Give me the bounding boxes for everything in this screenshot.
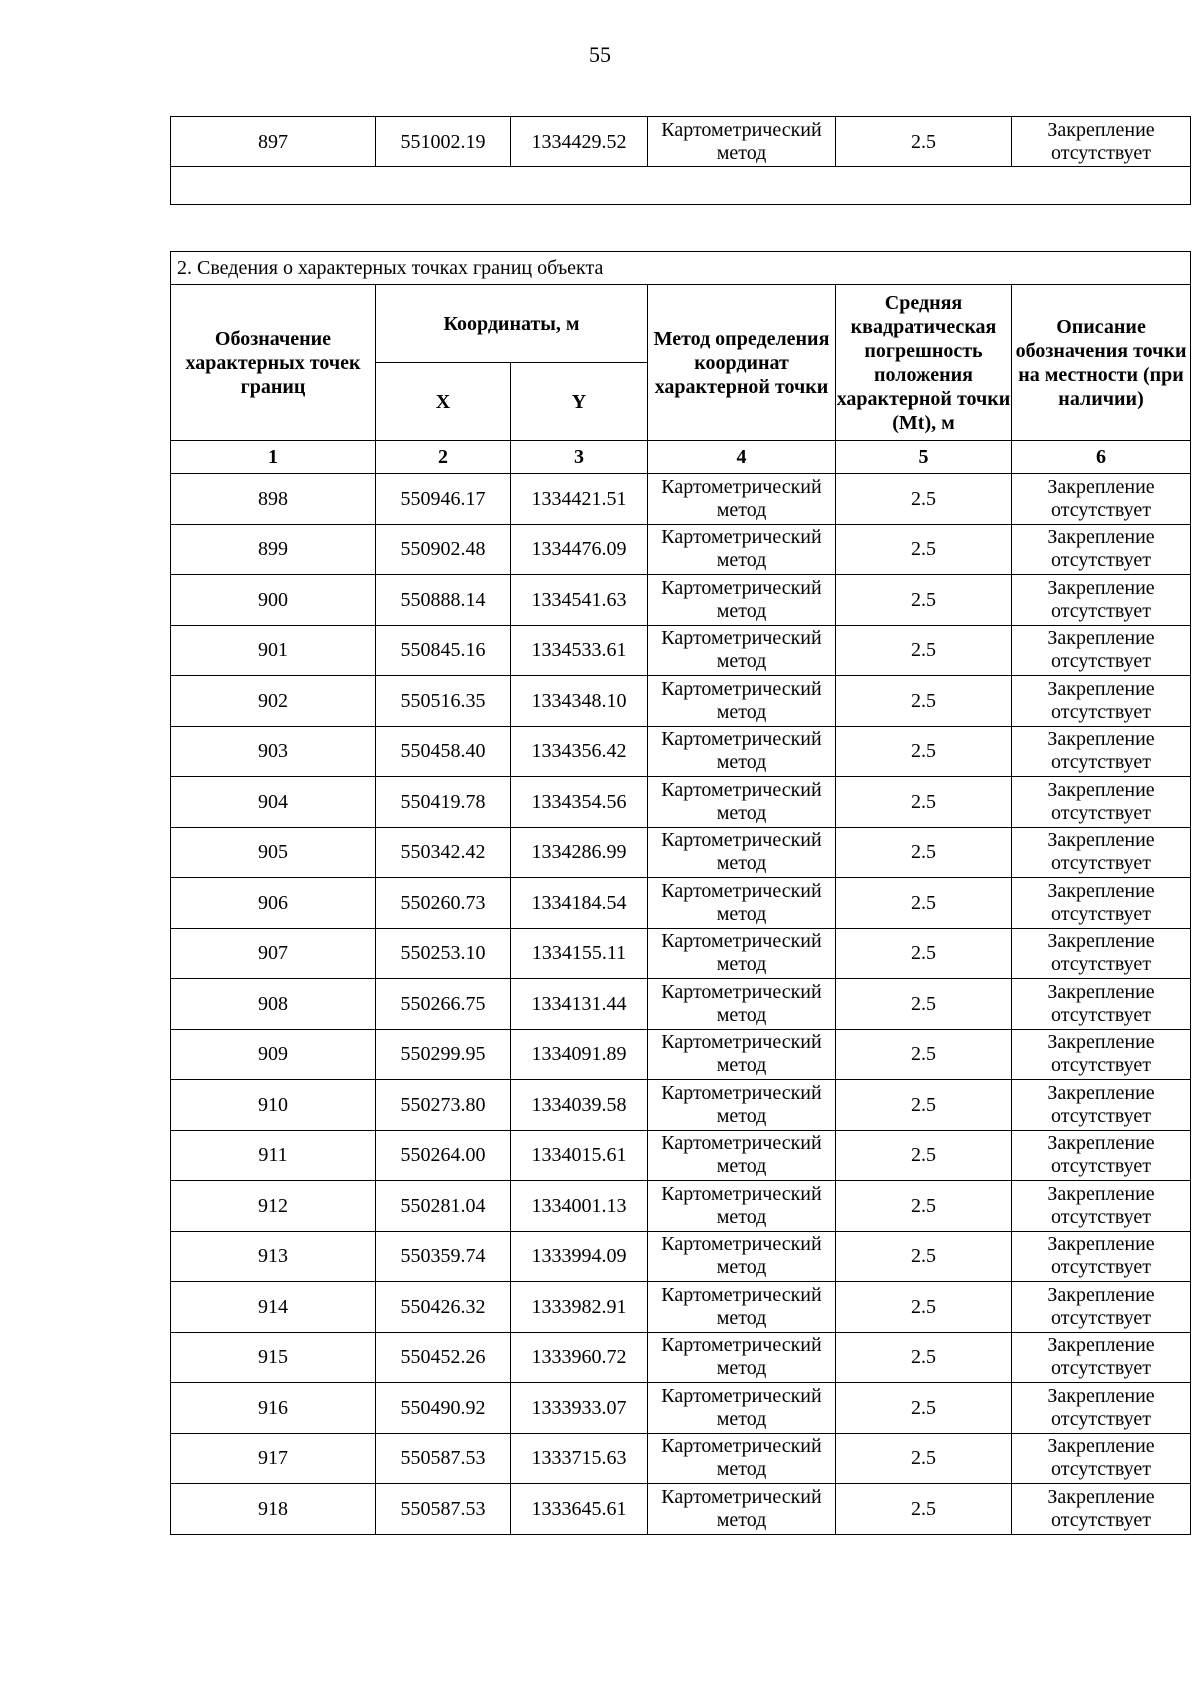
mt-cell: 2.5 xyxy=(836,827,1012,878)
mt-cell: 2.5 xyxy=(836,878,1012,929)
x-cell: 550359.74 xyxy=(376,1231,511,1282)
description-cell xyxy=(1012,1484,1191,1535)
y-cell: 1334001.13 xyxy=(511,1181,648,1232)
point-cell: 903 xyxy=(171,726,376,777)
x-cell: 550888.14 xyxy=(376,575,511,626)
method-cell-line: метод xyxy=(716,902,767,925)
method-cell-line: Картометрический xyxy=(661,475,822,498)
method-cell-line: Картометрический xyxy=(661,1081,822,1104)
description-cell xyxy=(1012,1231,1191,1282)
table-row xyxy=(171,928,1191,979)
y-cell: 1334421.51 xyxy=(511,474,648,525)
description-cell xyxy=(1012,625,1191,676)
method-cell-line: метод xyxy=(716,1104,767,1127)
description-cell xyxy=(1012,1130,1191,1181)
description-cell xyxy=(1012,1282,1191,1333)
mt-cell: 2.5 xyxy=(836,777,1012,828)
x-cell: 550342.42 xyxy=(376,827,511,878)
description-cell xyxy=(1012,474,1191,525)
description-cell-line: Закрепление xyxy=(1047,1081,1155,1104)
boundary-points-table xyxy=(170,251,1191,1535)
mt-cell: 2.5 xyxy=(836,1130,1012,1181)
description-cell xyxy=(1012,575,1191,626)
method-cell-line: метод xyxy=(716,700,767,723)
table-row xyxy=(171,1332,1191,1383)
method-cell-line: Картометрический xyxy=(661,576,822,599)
method-cell xyxy=(648,1433,836,1484)
description-cell-line: отсутствует xyxy=(1050,751,1152,774)
table-row xyxy=(171,1080,1191,1131)
y-cell: 1333933.07 xyxy=(511,1383,648,1434)
description-cell xyxy=(1012,979,1191,1030)
method-cell-line: метод xyxy=(716,1458,767,1481)
description-cell-line: отсутствует xyxy=(1050,1458,1152,1481)
method-cell-line: метод xyxy=(716,751,767,774)
column-number: 6 xyxy=(1012,441,1191,474)
method-cell-line: метод xyxy=(716,801,767,824)
description-cell-line: Закрепление xyxy=(1047,526,1155,549)
point-cell: 907 xyxy=(171,928,376,979)
description-cell xyxy=(1012,1181,1191,1232)
method-cell-line: Картометрический xyxy=(661,1334,822,1357)
mt-cell: 2.5 xyxy=(836,676,1012,727)
method-cell-line: Картометрический xyxy=(661,1384,822,1407)
description-cell-line: отсутствует xyxy=(1050,801,1152,824)
method-cell-line: метод xyxy=(716,1306,767,1329)
table-row xyxy=(171,1130,1191,1181)
method-cell-line: Картометрический xyxy=(661,728,822,751)
point-cell: 918 xyxy=(171,1484,376,1535)
table-row xyxy=(171,1231,1191,1282)
description-cell-line: Закрепление xyxy=(1047,1485,1155,1508)
mt-cell: 2.5 xyxy=(836,524,1012,575)
description-cell-line: Закрепление xyxy=(1047,1435,1155,1458)
description-cell xyxy=(1012,1383,1191,1434)
mt-cell: 2.5 xyxy=(836,575,1012,626)
description-cell-line: Закрепление xyxy=(1047,1384,1155,1407)
description-cell xyxy=(1012,1332,1191,1383)
x-cell: 550516.35 xyxy=(376,676,511,727)
method-cell-line: Картометрический xyxy=(661,879,822,902)
method-cell-line: Картометрический xyxy=(661,930,822,953)
description-cell-line: отсутствует xyxy=(1050,1054,1152,1077)
mt-cell: 2.5 xyxy=(836,1484,1012,1535)
description-cell-line: Закрепление xyxy=(1047,778,1155,801)
point-cell: 912 xyxy=(171,1181,376,1232)
header-point: Обозначение характерных точек границ xyxy=(171,285,376,441)
mt-cell: 2.5 xyxy=(836,1181,1012,1232)
table-row xyxy=(171,777,1191,828)
y-cell: 1334476.09 xyxy=(511,524,648,575)
table-row xyxy=(171,625,1191,676)
description-cell-line: Закрепление xyxy=(1047,1182,1155,1205)
table-row xyxy=(171,878,1191,929)
description-cell-line: Закрепление xyxy=(1047,728,1155,751)
method-cell xyxy=(648,524,836,575)
x-cell: 550946.17 xyxy=(376,474,511,525)
x-cell: 550299.95 xyxy=(376,1029,511,1080)
method-cell-line: метод xyxy=(716,1054,767,1077)
description-cell-line: Закрепление xyxy=(1047,576,1155,599)
table-row xyxy=(171,575,1191,626)
table-row xyxy=(171,117,1191,167)
x-cell: 551002.19 xyxy=(376,117,511,167)
description-cell-line: Закрепление xyxy=(1047,980,1155,1003)
method-cell xyxy=(648,1029,836,1080)
x-cell: 550281.04 xyxy=(376,1181,511,1232)
method-cell xyxy=(648,1080,836,1131)
mt-cell: 2.5 xyxy=(836,1282,1012,1333)
description-cell xyxy=(1012,878,1191,929)
description-cell-line: отсутствует xyxy=(1050,1155,1152,1178)
column-number: 2 xyxy=(376,441,511,474)
method-cell-line: метод xyxy=(716,1155,767,1178)
description-cell-line: Закрепление xyxy=(1047,627,1155,650)
method-cell-line: метод xyxy=(716,1205,767,1228)
method-cell xyxy=(648,676,836,727)
x-cell: 550266.75 xyxy=(376,979,511,1030)
mt-cell: 2.5 xyxy=(836,117,1012,167)
page-number: 55 xyxy=(589,42,611,67)
table-row xyxy=(171,979,1191,1030)
table-row xyxy=(171,1181,1191,1232)
description-cell xyxy=(1012,1029,1191,1080)
method-cell-line: Картометрический xyxy=(661,980,822,1003)
mt-cell: 2.5 xyxy=(836,979,1012,1030)
description-cell xyxy=(1012,117,1191,167)
y-cell: 1334039.58 xyxy=(511,1080,648,1131)
description-cell-line: Закрепление xyxy=(1047,930,1155,953)
mt-cell: 2.5 xyxy=(836,1080,1012,1131)
description-cell-line: Закрепление xyxy=(1047,1233,1155,1256)
x-cell: 550458.40 xyxy=(376,726,511,777)
header-description: Описание обозначения точки на местности (при наличии) xyxy=(1012,285,1191,441)
y-cell: 1334015.61 xyxy=(511,1130,648,1181)
column-number: 4 xyxy=(648,441,836,474)
table-row xyxy=(171,827,1191,878)
point-cell: 914 xyxy=(171,1282,376,1333)
table-row xyxy=(171,1282,1191,1333)
y-cell: 1334131.44 xyxy=(511,979,648,1030)
description-cell xyxy=(1012,827,1191,878)
y-cell: 1334541.63 xyxy=(511,575,648,626)
method-cell xyxy=(648,1332,836,1383)
method-cell-line: метод xyxy=(716,852,767,875)
description-cell-line: отсутствует xyxy=(1050,1205,1152,1228)
description-cell-line: Закрепление xyxy=(1047,829,1155,852)
point-cell: 906 xyxy=(171,878,376,929)
description-cell-line: отсутствует xyxy=(1050,1104,1152,1127)
method-cell-line: метод xyxy=(716,599,767,622)
description-cell-line: Закрепление xyxy=(1047,1334,1155,1357)
point-cell: 905 xyxy=(171,827,376,878)
method-cell xyxy=(648,1130,836,1181)
point-cell: 898 xyxy=(171,474,376,525)
description-cell xyxy=(1012,1433,1191,1484)
description-cell-line: отсутствует xyxy=(1050,1407,1152,1430)
description-cell-line: отсутствует xyxy=(1050,599,1152,622)
method-cell xyxy=(648,979,836,1030)
method-cell-line: Картометрический xyxy=(661,1182,822,1205)
column-number: 1 xyxy=(171,441,376,474)
mt-cell: 2.5 xyxy=(836,625,1012,676)
x-cell: 550426.32 xyxy=(376,1282,511,1333)
method-cell-line: метод xyxy=(716,953,767,976)
table-row xyxy=(171,474,1191,525)
y-cell: 1333994.09 xyxy=(511,1231,648,1282)
description-cell-line: отсутствует xyxy=(1050,902,1152,925)
y-cell: 1334184.54 xyxy=(511,878,648,929)
method-cell xyxy=(648,1181,836,1232)
point-cell: 908 xyxy=(171,979,376,1030)
description-cell-line: отсутствует xyxy=(1050,700,1152,723)
method-cell-line: метод xyxy=(716,1256,767,1279)
table-row xyxy=(171,1029,1191,1080)
mt-cell: 2.5 xyxy=(836,1231,1012,1282)
method-cell-line: Картометрический xyxy=(661,829,822,852)
empty-row xyxy=(171,167,1191,205)
method-cell-line: Картометрический xyxy=(661,627,822,650)
y-cell: 1334348.10 xyxy=(511,676,648,727)
x-cell: 550260.73 xyxy=(376,878,511,929)
method-cell xyxy=(648,1282,836,1333)
column-number: 3 xyxy=(511,441,648,474)
description-cell xyxy=(1012,524,1191,575)
header-x: X xyxy=(376,363,511,441)
x-cell: 550845.16 xyxy=(376,625,511,676)
y-cell: 1333982.91 xyxy=(511,1282,648,1333)
description-cell-line: отсутствует xyxy=(1050,650,1152,673)
method-cell-line: метод xyxy=(716,498,767,521)
description-cell-line: Закрепление xyxy=(1047,118,1155,141)
description-cell xyxy=(1012,928,1191,979)
point-cell: 899 xyxy=(171,524,376,575)
method-cell-line: метод xyxy=(716,1003,767,1026)
column-number-row xyxy=(171,441,1191,474)
description-cell-line: отсутствует xyxy=(1050,1508,1152,1531)
header-coordinates: Координаты, м xyxy=(376,285,648,363)
method-cell xyxy=(648,726,836,777)
y-cell: 1334286.99 xyxy=(511,827,648,878)
method-cell xyxy=(648,625,836,676)
x-cell: 550452.26 xyxy=(376,1332,511,1383)
description-cell xyxy=(1012,777,1191,828)
x-cell: 550490.92 xyxy=(376,1383,511,1434)
method-cell xyxy=(648,117,836,167)
method-cell-line: метод xyxy=(716,141,767,164)
description-cell-line: Закрепление xyxy=(1047,1283,1155,1306)
section-caption: 2. Сведения о характерных точках границ объекта xyxy=(171,252,1191,285)
continuation-table xyxy=(170,116,1191,205)
method-cell xyxy=(648,878,836,929)
y-cell: 1334155.11 xyxy=(511,928,648,979)
x-cell: 550273.80 xyxy=(376,1080,511,1131)
table-row xyxy=(171,676,1191,727)
method-cell-line: Картометрический xyxy=(661,1031,822,1054)
point-cell: 901 xyxy=(171,625,376,676)
y-cell: 1334354.56 xyxy=(511,777,648,828)
header-method: Метод определения координат характерной точки xyxy=(648,285,836,441)
description-cell-line: Закрепление xyxy=(1047,1132,1155,1155)
point-cell: 917 xyxy=(171,1433,376,1484)
x-cell: 550264.00 xyxy=(376,1130,511,1181)
y-cell: 1333645.61 xyxy=(511,1484,648,1535)
method-cell-line: метод xyxy=(716,1357,767,1380)
description-cell-line: отсутствует xyxy=(1050,498,1152,521)
mt-cell: 2.5 xyxy=(836,474,1012,525)
mt-cell: 2.5 xyxy=(836,928,1012,979)
header-mt: Средняя квадратическая погрешность положения характерной точки (Mt), м xyxy=(836,285,1012,441)
method-cell xyxy=(648,777,836,828)
description-cell xyxy=(1012,676,1191,727)
x-cell: 550587.53 xyxy=(376,1484,511,1535)
point-cell: 915 xyxy=(171,1332,376,1383)
y-cell: 1334429.52 xyxy=(511,117,648,167)
header-y: Y xyxy=(511,363,648,441)
mt-cell: 2.5 xyxy=(836,1029,1012,1080)
point-cell: 911 xyxy=(171,1130,376,1181)
point-cell: 909 xyxy=(171,1029,376,1080)
x-cell: 550419.78 xyxy=(376,777,511,828)
description-cell-line: Закрепление xyxy=(1047,677,1155,700)
method-cell xyxy=(648,827,836,878)
x-cell: 550902.48 xyxy=(376,524,511,575)
method-cell-line: Картометрический xyxy=(661,118,822,141)
description-cell xyxy=(1012,726,1191,777)
y-cell: 1334533.61 xyxy=(511,625,648,676)
method-cell xyxy=(648,474,836,525)
description-cell-line: Закрепление xyxy=(1047,879,1155,902)
table-row xyxy=(171,524,1191,575)
point-cell: 904 xyxy=(171,777,376,828)
description-cell-line: Закрепление xyxy=(1047,1031,1155,1054)
method-cell-line: метод xyxy=(716,549,767,572)
point-cell: 897 xyxy=(171,117,376,167)
method-cell-line: Картометрический xyxy=(661,778,822,801)
method-cell-line: Картометрический xyxy=(661,1485,822,1508)
mt-cell: 2.5 xyxy=(836,1332,1012,1383)
description-cell-line: Закрепление xyxy=(1047,475,1155,498)
method-cell xyxy=(648,928,836,979)
point-cell: 916 xyxy=(171,1383,376,1434)
point-cell: 902 xyxy=(171,676,376,727)
description-cell-line: отсутствует xyxy=(1050,852,1152,875)
description-cell-line: отсутствует xyxy=(1050,141,1152,164)
x-cell: 550587.53 xyxy=(376,1433,511,1484)
method-cell-line: Картометрический xyxy=(661,1435,822,1458)
method-cell xyxy=(648,575,836,626)
method-cell-line: метод xyxy=(716,650,767,673)
description-cell-line: отсутствует xyxy=(1050,1003,1152,1026)
x-cell: 550253.10 xyxy=(376,928,511,979)
description-cell-line: отсутствует xyxy=(1050,953,1152,976)
column-number: 5 xyxy=(836,441,1012,474)
table-row xyxy=(171,1433,1191,1484)
point-cell: 910 xyxy=(171,1080,376,1131)
point-cell: 913 xyxy=(171,1231,376,1282)
mt-cell: 2.5 xyxy=(836,1433,1012,1484)
method-cell xyxy=(648,1383,836,1434)
description-cell-line: отсутствует xyxy=(1050,549,1152,572)
point-cell: 900 xyxy=(171,575,376,626)
description-cell-line: отсутствует xyxy=(1050,1256,1152,1279)
method-cell xyxy=(648,1231,836,1282)
description-cell-line: отсутствует xyxy=(1050,1357,1152,1380)
method-cell xyxy=(648,1484,836,1535)
y-cell: 1333960.72 xyxy=(511,1332,648,1383)
method-cell-line: метод xyxy=(716,1508,767,1531)
description-cell xyxy=(1012,1080,1191,1131)
mt-cell: 2.5 xyxy=(836,1383,1012,1434)
table-row xyxy=(171,726,1191,777)
method-cell-line: Картометрический xyxy=(661,1132,822,1155)
description-cell-line: отсутствует xyxy=(1050,1306,1152,1329)
method-cell-line: Картометрический xyxy=(661,1283,822,1306)
method-cell-line: Картометрический xyxy=(661,677,822,700)
table-row xyxy=(171,1484,1191,1535)
y-cell: 1334356.42 xyxy=(511,726,648,777)
y-cell: 1333715.63 xyxy=(511,1433,648,1484)
method-cell-line: Картометрический xyxy=(661,526,822,549)
y-cell: 1334091.89 xyxy=(511,1029,648,1080)
table-row xyxy=(171,1383,1191,1434)
method-cell-line: Картометрический xyxy=(661,1233,822,1256)
method-cell-line: метод xyxy=(716,1407,767,1430)
mt-cell: 2.5 xyxy=(836,726,1012,777)
